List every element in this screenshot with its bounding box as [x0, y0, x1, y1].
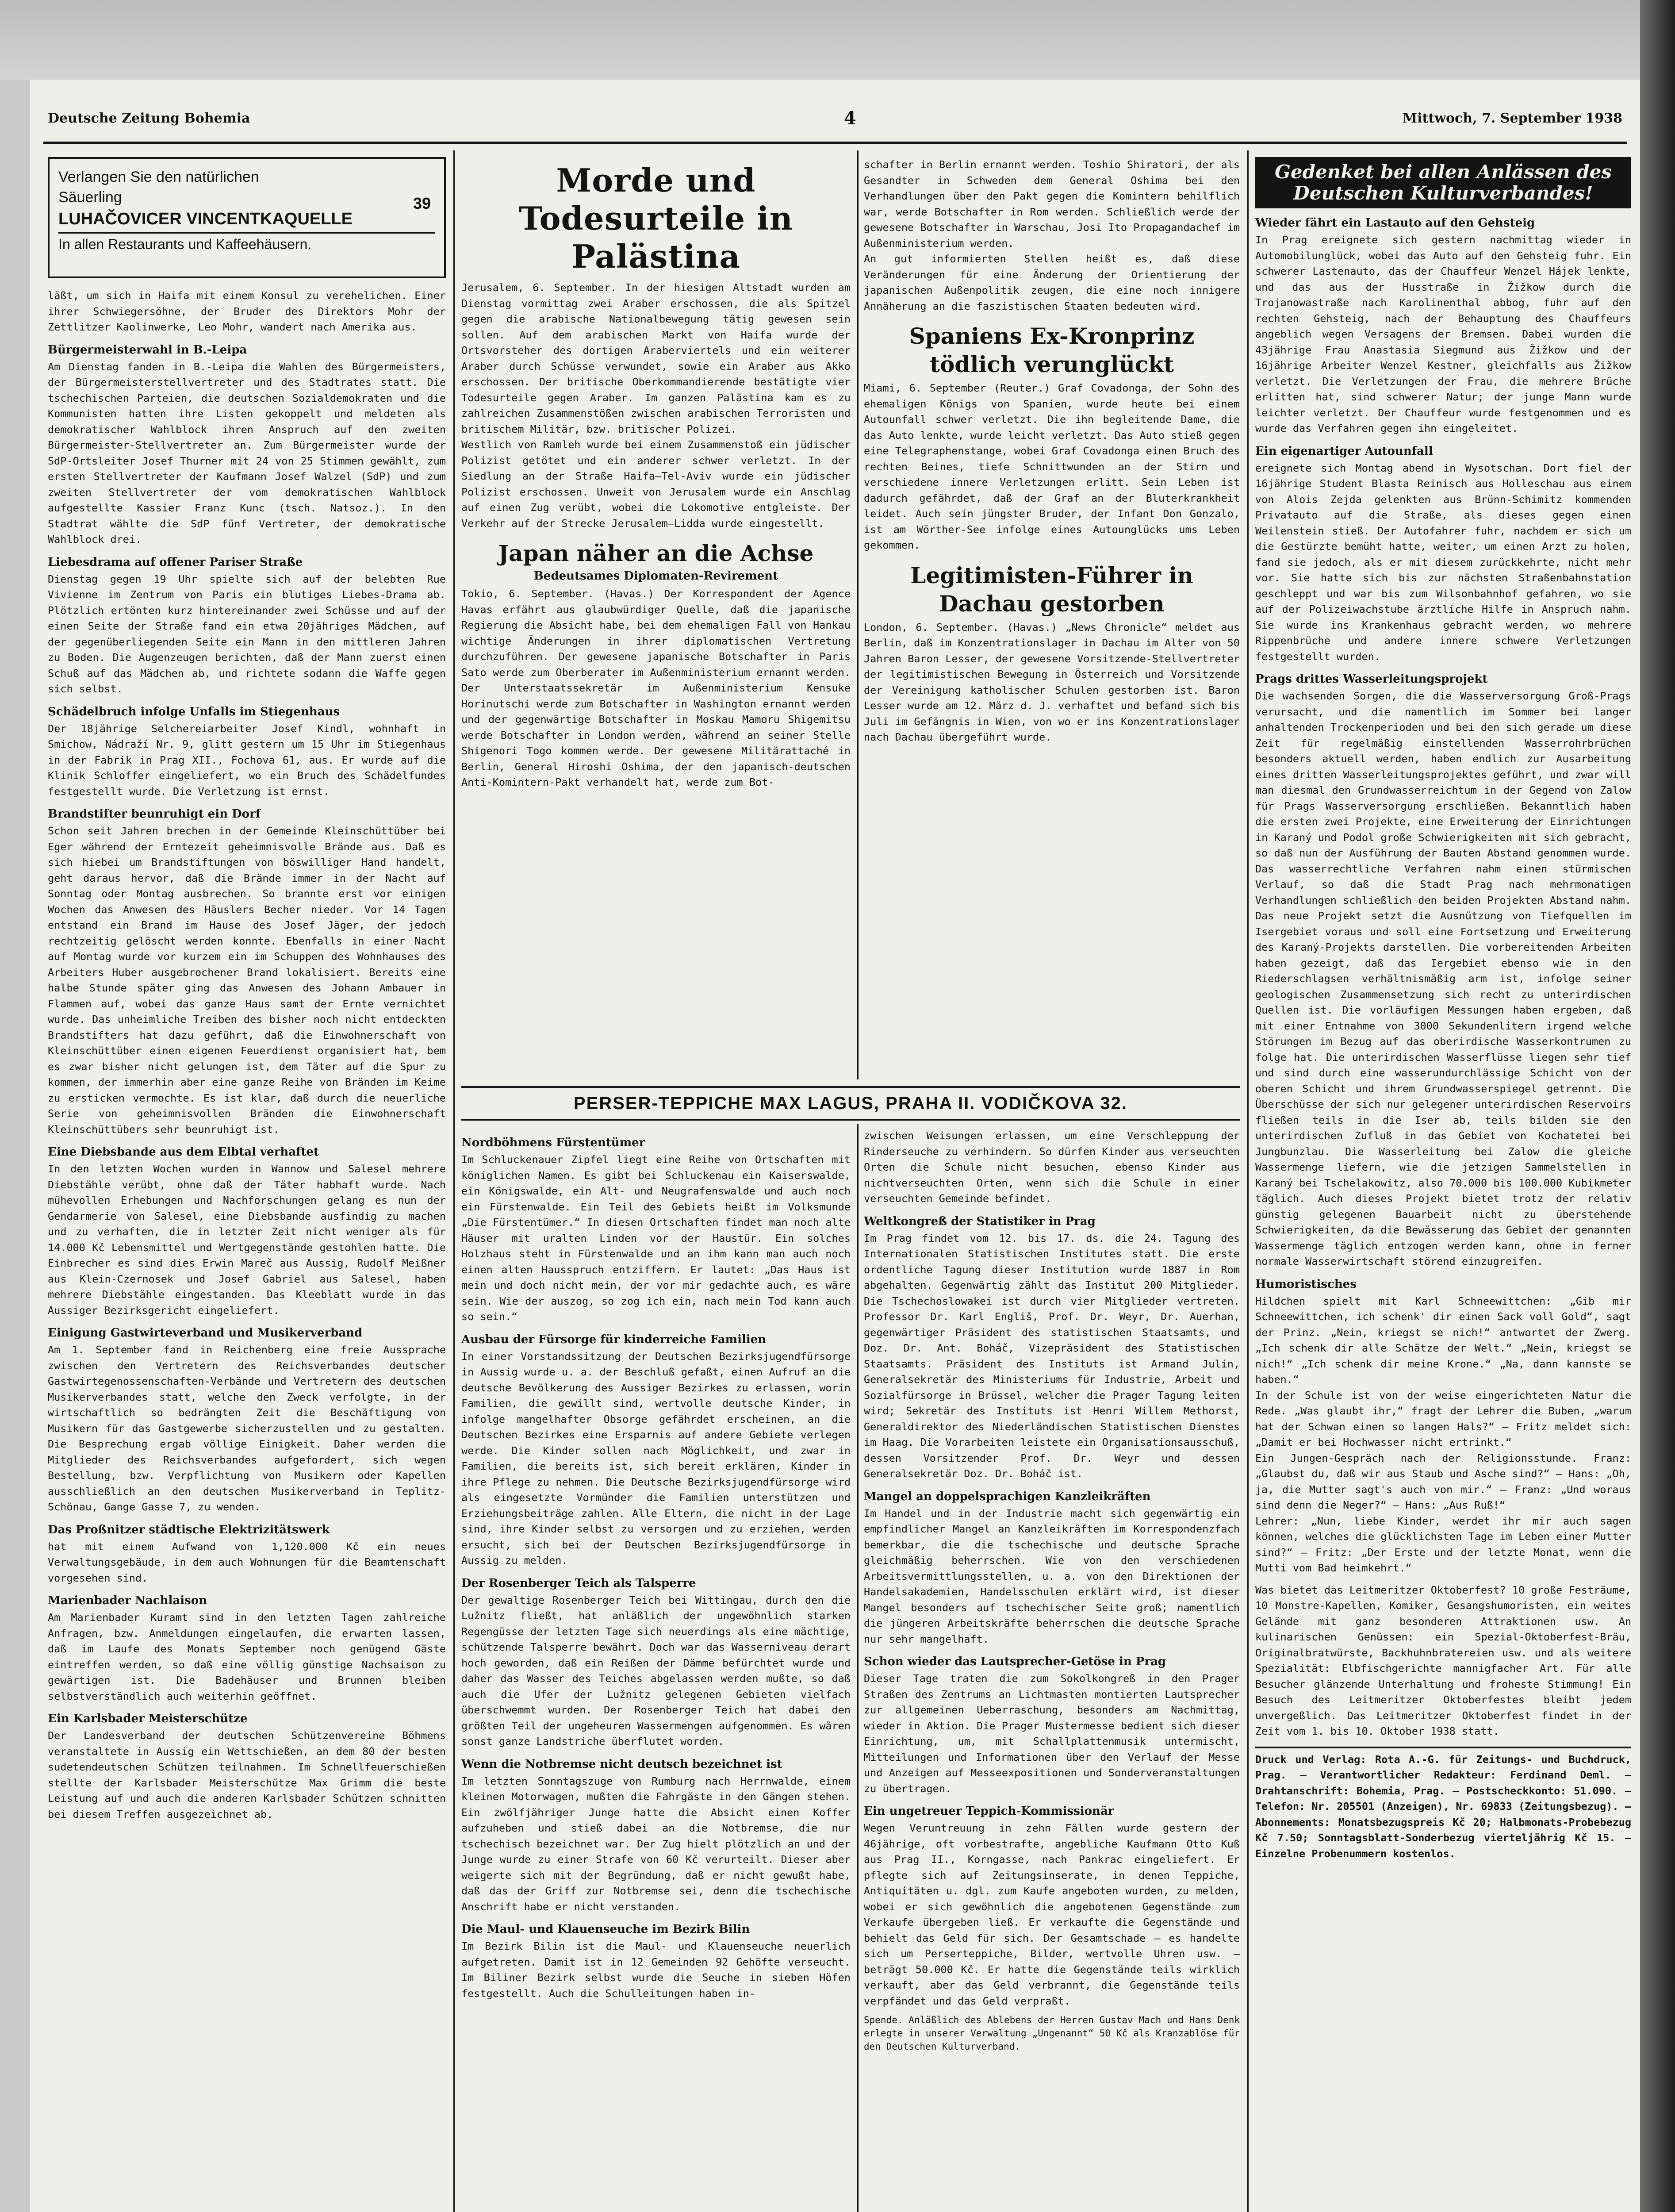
article-text: Die wachsenden Sorgen, die die Wasserversorgung Groß-Prags verursacht, und die namentlich im Sommer bei langer anhaltenden Trockenperioden und bei den sich gerade um diese Zeit für regelmäßig einstellenden Wasserrohrbrüchen besonders aktuell werden, haben endlich zur Ausarbeitung eines dritten Wasserleitungsprojektes geführt, und zwar will man diesmal den Grundwasserreichtum in der Gegend von Zalow für Prags Wasserversorgung erschließen. Bekanntlich haben die ersten zwei Projekte, eine Erweiterung der Einrichtungen in Karaný und Podol große Schwierigkeiten mit sich gebracht, so daß nun der Ausführung der Bauten Abstand genommen wurde. Das wasserrechtliche Verfahren nahm einen stürmischen Verlauf, so daß die Stadt Prag nach mehrmonatigen Verhandlungen schließlich den beiden Projekten Abstand nahm. Das neue Projekt setzt die Ausnützung von Tiefquellen im Isergebiet voraus und soll eine Fortsetzung und Erweiterung des Karaný-Projekts darstellen. Die vorbereitenden Arbeiten haben gezeigt, daß das Iergebiet ebenso wie in den Riederschlagsen verhältnismäßig arm ist, infolge seiner geologischen Zusammensetzung sich recht zu unterirdischen Quellen ist. Die vorläufigen Messungen haben ergeben, daß mit einer Entnahme von 3000 Sekundenlitern irgend welche Störungen im Bezug auf das oberirdische Wasserkontrumen zu folge hat. Die unterirdischen Wasserflüsse liegen sehr tief und sind durch eine wasserundurchlässige Schicht von der oberen Schicht und ihrem Grundwasserspiegel getrennt. Die Überschüsse der sich nur gelegener unterirdischen Reservoirs fließen teils in die Iser ab, teils bilden sie den unterirdischen Zufluß in das Gebiet von Kochatetei bei Jungbunzlau. Die Wasserleitung bei Zalow die gleiche Wassermenge liefern, wie die jetzigen Sammelstellen in Karaný bei Tschelakowitz, also 70.000 bis 100.000 Kubikmeter täglich. Auch dieses Projekt bietet trotz der relativ günstig gelegenen Bauarbeit nicht zu überstehende Schwierigkeiten, da die Bewässerung das Gebiet der genannten Wassermenge täglich entzogen werden kann, ohne in ferner normale Wasserwirtschaft störend einzugreifen. — [1255, 690, 1631, 1267]
article-text: ereignete sich Montag abend in Wysotschan. Dort fiel der 16jährige Student Blasta Reinisch aus Holleschau aus einem von Alois Zejda gelenkten aus Brünn-Schimitz kommenden Privatauto auf die Straße, als dieses gegen einen Weilenstein stieß. Der Autofahrer fuhr, nachdem er sich um die Gestürzte bemüht hatte, weiter, um einen Arzt zu holen, fand sie jedoch, als er mit diesem zurückkehrte, nicht mehr vor. Sie hatte sich bis zur nächsten Straßenbahnstation geschleppt und war bis zum Wilsonbahnhof gefahren, wo sie auf der Polizeiwachstube ärztliche Hilfe in Anspruch nahm. Sie wurde ins Krankenhaus gebracht werden, wo mehrere Rippenbrüche und andere innere schwere Verletzungen festgestellt wurden. — [1255, 461, 1631, 663]
article-heading: Der Rosenberger Teich als Talsperre — [461, 1576, 696, 1590]
article-text: In einer Vorstandssitzung der Deutschen Bezirksjugendfürsorge in Aussig wurde u. a. der Beschluß gefaßt, einen Aufruf an die deutsche Bevölkerung des Aussiger Bezirkes zu erlassen, worin Familien, die gewillt sind, wertvolle deutsche Kinder, in infolge mangelhafter Obsorge gefährdet erscheinen, an die Deutschen Bezirkes eine Ersparnis auf andere Gebiete verlegen werde. Die Kinder sollen nach Möglichkeit, und zwar in Familien, die bereits ist, sich bereit erklären, Kinder in ihre Pflege zu nehmen. Die Deutsche Bezirksjugendfürsorge wird als eingesetzte Vormünder die Familien unterstützen und Erziehungsbeiträge zahlen. Alle Eltern, die nicht in der Lage sind, ihre Kinder selbst zu versorgen und zu erziehen, werden ersucht, sich bei der Deutschen Bezirksjugendfürsorge in Aussig zu melden. — [461, 1350, 851, 1567]
article-heading: Bürgermeisterwahl in B.-Leipa — [48, 343, 247, 357]
article-text: Im Prag findet vom 12. bis 17. ds. die 24. Tagung des Internationalen Statistischen Institutes statt. Die erste ordentliche Tagung dieser Institution wurde 1887 in Rom abgehalten. Gegenwärtig zählt das Institut 200 Mitglieder. Die Tschechoslowakei ist durch vier Mitglieder vertreten. Professor Dr. Karl Engliš, Prof. Dr. Weyr, Dr. Auerhan, gegenwärtiger Präsident des statistischen Staatsamts, und Doz. Dr. Ant. Boháč, Vizepräsident des Statistischen Staatsamts. Präsident des Instituts ist Armand Julin, Generalsekretär des Ministeriums für Industrie, Arbeit und Sozialfürsorge in Brüssel, welcher die Prager Tagung leiten wird; Sekretär des Instituts ist Henri Willem Methorst, Generaldirektor des Niederländischen Statistischen Dienstes im Haag. Die Vorarbeiten leistete ein Organisationsausschuß, dessen Vorsitzender Prof. Dr. Weyr und dessen Generalsekretär Doz. Dr. Boháč ist. — [864, 1232, 1240, 1480]
article-heading: Eine Diebsbande aus dem Elbtal verhaftet — [48, 1145, 319, 1159]
article-heading: Humoristisches — [1255, 1277, 1357, 1291]
article-heading: Wieder fährt ein Lastauto auf den Gehsteig — [1255, 216, 1535, 230]
article-heading: Schädelbruch infolge Unfalls im Stiegenhaus — [48, 705, 340, 718]
article-text: hat mit einem Aufwand von 1,120.000 Kč ein neues Verwaltungsgebäude, in dem auch Wohnungen für die Beamtenschaft vorgesehen sind. — [48, 1540, 446, 1584]
headline-spain: Spaniens Ex-Kronprinz tödlich verunglückt — [909, 323, 1195, 377]
article-text: An gut informierten Stellen heißt es, daß diese Veränderungen für eine Änderung der Orientierung der japanischen Außenpolitik zeugen, die eine noch innigere Annäherung an die faszistischen Staaten bedeuten wird. — [864, 253, 1240, 312]
subheadline: Bedeutsames Diplomaten-Revirement — [533, 569, 778, 583]
ad-line: In allen Restaurants und Kaffeehäusern. — [58, 232, 435, 255]
article-text: Am Marienbader Kuramt sind in den letzten Tagen zahlreiche Anfragen, bzw. Anmeldungen eingelaufen, die erwarten lassen, daß im Laufe des Monats September noch genügend Gäste eintreffen werden, so daß eine völlig günstige Nachsaison zu gewärtigen ist. Die Badehäuser und Brunnen bleiben selbstverständlich auch weiterhin geöffnet. — [48, 1611, 446, 1702]
column-rule — [453, 150, 455, 2212]
ad-number: 39 — [413, 194, 431, 212]
article-text: Im Bezirk Bilin ist die Maul- und Klauenseuche neuerlich aufgetreten. Damit ist in 12 Gemeinden 92 Gehöfte verseucht. Im Biliner Bezirk selbst wurde die Seuche in sieben Höfen festgestellt. Auch die Schulleitungen haben in- — [461, 1940, 851, 2000]
issue-date: Mittwoch, 7. September 1938 — [1402, 111, 1622, 126]
headline-japan: Japan näher an die Achse — [498, 540, 814, 566]
article-heading: Das Proßnitzer städtische Elektrizitätswerk — [48, 1523, 330, 1536]
article-text: Am Dienstag fanden in B.-Leipa die Wahlen des Bürgermeisters, der Bürgermeisterstellvertreter und des Stadtrates statt. Die tschechischen Parteien, die deutschen Sozialdemokraten und die Kommunisten hatten ihre Listen gekoppelt und meldeten als demokratischer Wahlblock ihren Anspruch auf den zweiten Bürgermeister-Stellvertreter an. Zum Bürgermeister wurde der SdP-Ortsleiter Josef Thurner mit 24 von 25 Stimmen gewählt, zum ersten Stellvertreter der Kaufmann Josef Walzel (SdP) und zum zweiten Stellvertreter der vom demokratischen Wahlblock aufgestellte Kassier Franz Kunc (tsch. Natsoz.). In den Stadtrat wählte die SdP fünf Vertreter, der demokratische Wahlblock drei. — [48, 360, 446, 545]
article-heading: Ein ungetreuer Teppich-Kommissionär — [864, 1805, 1114, 1818]
article-text: Im letzten Sonntagszuge von Rumburg nach Herrnwalde, einem kleinen Motorwagen, mußten die Fahrgäste in den Gängen stehen. Ein zwölfjähriger Junge hatte die Absicht einen Koffer aufzuheben und stieß dabei an die Notbremse, die nur tschechisch bezeichnet war. Der Zug hielt plötzlich an und der Junge wurde zu einer Strafe von 60 Kč verurteilt. Dieser aber weigerte sich mit der Begründung, daß er nicht gewußt habe, daß das der Griff zur Notbremse sei, denn die tschechische Anschrift habe er nicht verstanden. — [461, 1774, 851, 1913]
column-2 — [461, 157, 851, 1082]
article-heading: Einigung Gastwirteverband und Musikerverband — [48, 1326, 363, 1340]
masthead-left: Deutsche Zeitung Bohemia — [48, 111, 250, 126]
article-text: Der Landesverband der deutschen Schützenvereine Böhmens veranstaltete in Aussig ein Wettschießen, an dem 80 der besten sudetendeutschen Schützen teilnahmen. Im Schnellfeuerschießen stellte der Karlsbader Meisterschütze Max Grimm die beste Leistung auf und auch die anderen Karlsbader Schützen schnitten bei diesem Treffen ausgezeichnet ab. — [48, 1729, 446, 1820]
headline-palestine: Morde und Todesurteile in Palästina — [519, 161, 793, 275]
newspaper-page — [30, 80, 1640, 2212]
header-rule — [43, 142, 1627, 144]
article-text: In der Schule ist von der weise eingerichteten Natur die Rede. „Was glaubt ihr,“ fragt der Lehrer die Buben, „warum hat der Schwan einen so langen Hals?“ — Fritz meldet sich: „Damit er bei Hochwasser nicht ertrinkt.“ — [1255, 1389, 1631, 1448]
article-text: Jerusalem, 6. September. In der hiesigen Altstadt wurden am Dienstag vormittag zwei Araber erschossen, die als Spitzel gegen die arabische Nationalbewegung tätig gewesen sein sollen. Auf dem arabischen Markt von Haifa wurde der Ortsvorsteher des dortigen Araberviertels und ein weiterer Araber durch Schüsse verwundet, sowie ein Araber aus Akko erschossen. Der britische Oberkommandierende bestätigte vier Todesurteile gegen Araber. Im ganzen Palästina kam es zu zahlreichen Zusammenstößen zwischen arabischen Terroristen und britischem Militär, bzw. britischer Polizei. — [461, 281, 851, 435]
scan-right-edge — [1640, 0, 1675, 2212]
scan-top-margin — [0, 0, 1675, 80]
article-text: Miami, 6. September (Reuter.) Graf Covadonga, der Sohn des ehemaligen Königs von Spanien, wurde heute bei einem Autounfall schwer verletzt. Die ihn begleitende Dame, die das Auto lenkte, wurde leicht verletzt. Das Auto stieß gegen eine Telegraphenstange, wobei Graf Covadonga einen Bruch des rechten Beines, tiefe Schnittwunden an der Stirn und verschiedene innere Verletzungen erlitt. Sein Leben ist dadurch gefährdet, daß der Graf an der Bluterkrankheit leidet. Auch sein jüngster Bruder, der Infant Don Gonzalo, ist am Wörther-See infolge eines Autounglücks ums Leben gekommen. — [864, 382, 1240, 551]
article-heading: Marienbader Nachlaison — [48, 1594, 207, 1607]
article-text: London, 6. September. (Havas.) „News Chronicle“ meldet aus Berlin, daß im Konzentrationslager in Dachau im Alter von 50 Jahren Baron Lesser, der gewesene Vorsitzende-Stellvertreter der legitimistischen Bewegung in Österreich und Vorsitzende der Vereinigung katholischer Schulen gestorben ist. Baron Lesser wurde am 12. März d. J. verhaftet und befand sich bis Juli im Gefängnis in Wien, von wo er ins Konzentrationslager nach Dachau übergeführt wurde. — [864, 621, 1240, 743]
article-text: Tokio, 6. September. (Havas.) Der Korrespondent der Agence Havas erfährt aus glaubwürdiger Quelle, daß die japanische Regierung die Absicht habe, bei dem ehemaligen Fall von Hankau wichtige Änderungen in ihrer diplomatischen Vertretung durchzuführen. Der gewesene japanische Botschafter in Paris Sato werde zum Oberberater im Außenministerium ernannt werden. Der Unterstaatssekretär im Außenministerium Kensuke Horinutschi werde zum Botschafter in Washington ernannt werden und der gegenwärtige Botschafter in Moskau Mamoru Shigemitsu werde Botschafter in London werden, während an seiner Stelle Shigenori Togo kommen werde. Der gewesene Militärattaché in Berlin, General Hiroshi Oshima, der den japanisch-deutschen Anti-Komintern-Pakt verhandelt hat, werde zum Bot- — [461, 588, 851, 788]
donation-note: Spende. Anläßlich des Ablebens der Herren Gustav Mach und Hans Denk erlegte in unserer Verwaltung „Ungenannt“ 50 Kč als Kranzablöse für den Deutschen Kulturverband. — [864, 2015, 1240, 2052]
ad-line: Verlangen Sie den natürlichen — [58, 169, 259, 185]
article-heading: Ein Karlsbader Meisterschütze — [48, 1712, 248, 1725]
column-1 — [48, 157, 446, 2212]
column-rule — [857, 1124, 859, 2212]
imprint: Druck und Verlag: Rota A.-G. für Zeitungs- und Buchdruck, Prag. — Verantwortlicher Redakteur: Ferdinand Deml. — Drahtanschrift: Bohemia, Prag. — Postscheckkonto: 51.090. — Telefon: Nr. 205501 (Anzeigen), Nr. 69833 (Zeitungsbezug). — Abonnements: Monatsbezugspreis Kč 20; Halbmonats-Probebezug Kč 7.50; Sonntagsblatt-Sonderbezug vierteljährig Kč 15. — Einzelne Probenummern kostenlos. — [1255, 1747, 1631, 1862]
article-heading: Die Maul- und Klauenseuche im Bezirk Bilin — [461, 1923, 750, 1936]
headline-dachau: Legitimisten-Führer in Dachau gestorben — [910, 562, 1193, 617]
article-text: zwischen Weisungen erlassen, um eine Verschleppung der Rinderseuche zu verhindern. So dürfen Kinder aus verseuchten Orten die Schule nicht besuchen, ebenso Kinder aus nichtverseuchten Orten, wenn sich die Schule in einer verseuchten Gemeinde befindet. — [864, 1129, 1240, 1205]
ad-brand: LUHAČOVICER VINCENTKAQUELLE — [58, 210, 353, 228]
article-text: Der gewaltige Rosenberger Teich bei Wittingau, durch den die Lužnitz fließt, hat anläßlich der ungewöhnlich starken Regengüsse der letzten Tage sich neuerdings als eine mächtige, schützende Talsperre bewährt. Doch war das Wasserniveau derart hoch geworden, daß ein Reißen der Dämme befürchtet wurde und daher das Wasser des Teiches abgelassen werden mußte, so daß auch die Ufer der Lužnitz gelegenen Gebieten vielfach überschwemmt wurden. Der Rosenberger Teich hat dabei den größten Teil der ungeheuren Wassermengen aufgenommen. Es wären sonst ganze Landstriche überflutet worden. — [461, 1594, 851, 1747]
article-text: In den letzten Wochen wurden in Wannow und Salesel mehrere Diebstähle verübt, ohne daß der Täter habhaft wurde. Nach mühevollen Erhebungen und Nachforschungen gelang es nun der Gendarmerie von Salesel, eine Diebsbande ausfindig zu machen und zu verhaften, die in letzter Zeit nicht weniger als für 14.000 Kč Lebensmittel und Wertgegenstände gestohlen hatte. Die Einbrecher es sind dies Erwin Mareč aus Aussig, Rudolf Meißner aus Klein-Czernosek und Josef Gabriel aus Salesel, haben mehrere Diebstähle eingestanden. Das Kleeblatt wurde in das Aussiger Bezirksgericht eingeliefert. — [48, 1163, 446, 1317]
article-text: Am 1. September fand in Reichenberg eine freie Aussprache zwischen den Vertretern des Reichsverbandes deutscher Gastwirtegenossenschaften-Verbände und Vertretern des deutschen Musikerverbandes statt, welche den Zweck verfolgte, in der wirtschaftlich so bedrängten Zeit die Beschäftigung von Musikern für das Gastgewerbe sicherzustellen und zu gestalten. Die Besprechung ergab völlige Einigkeit. Daher werden die Mitglieder des Reichsverbandes aufgefordert, sich wegen Bestellung, bzw. Verpflichtung von Musikern oder Kapellen ausschließlich an den deutschen Musikerverband in Teplitz-Schönau, Gange Gasse 7, zu wenden. — [48, 1344, 446, 1513]
article-text: Westlich von Ramleh wurde bei einem Zusammenstoß ein jüdischer Polizist getötet und ein anderer schwer verletzt. In der Siedlung an der Straße Haifa—Tel-Aviv wurde ein jüdischer Polizist erschossen. Unweit von Jerusalem wurde ein Anschlag auf einen Zug verübt, wobei die Lokomotive entgleiste. Der Verkehr auf der Strecke Jerusalem—Lidda wurde eingestellt. — [461, 438, 851, 530]
column-rule — [1247, 150, 1249, 2212]
article-text: Im Schluckenauer Zipfel liegt eine Reihe von Ortschaften mit königlichen Namen. Es gibt bei Schluckenau ein Kaiserswalde, ein Königswalde, ein Alt- und Neugrafenswalde und auch noch ein Fürstenwalde. Ein Teil des Gebiets heißt im Volksmunde „Die Fürstentümer.“ In diesen Ortschaften findet man noch alte Häuser mit uralten Linden vor der Haustür. Ein solches Holzhaus steht in Fürstenwalde und an ihm kann man auch noch einen alten Hausspruch entziffern. Er lautet: „Das Haus ist mein und doch nicht mein, der vor mir gedachte auch, es wäre sein. Wie der auszog, so zog ich ein, nach mein Tod kann auch so sein.“ — [461, 1153, 851, 1323]
article-heading: Liebesdrama auf offener Pariser Straße — [48, 555, 303, 569]
article-heading: Ein eigenartiger Autounfall — [1255, 444, 1433, 458]
oktoberfest-notice: Was bietet das Leitmeritzer Oktoberfest? 10 große Festräume, 10 Monstre-Kapellen, Komiker, Gesangshumoristen, ein weites Gelände mit ganz besonderen Attraktionen usw. An kulinarischen Genüssen: ein Spezial-Oktoberfest-Bräu, Originalbratwürste, Backhuhnbratereien usw. und als weitere Spezialität: Elbfischgerichte mannigfacher Art. Für alle Besucher glänzende Unterhaltung und froheste Stimmung! Ein Besuch des Leitmeritzer Oktoberfestes bleibt jedem unvergeßlich. Das Leitmeritzer Oktoberfest findet in der Zeit vom 1. bis 10. Oktober 1938 statt. — [1255, 1583, 1631, 1737]
article-heading: Prags drittes Wasserleitungsprojekt — [1255, 672, 1488, 686]
article-text: Dienstag gegen 19 Uhr spielte sich auf der belebten Rue Vivienne im Zentrum von Paris ein blutiges Liebes-Drama ab. Plötzlich ertönten kurz hintereinander zwei Schüsse und auf der einen Seite der Straße fand ein etwa 20jähriges Mädchen, auf der gegenüberliegenden Seite ein Mann in den mittleren Jahren zu Boden. Die Augenzeugen berichten, daß der Mann zuerst einen Schuß auf das Mädchen ab, und richtete sodann die Waffe gegen sich selbst. — [48, 572, 446, 695]
article-text: Ein Jungen-Gespräch nach der Religionsstunde. Franz: „Glaubst du, daß wir aus Staub und Asche sind?“ — Hans: „Oh, ja, die Mutter sagt's auch von mir.“ — Franz: „Und woraus sind denn die Neger?“ — Hans: „Aus Ruß!“ — [1255, 1452, 1631, 1511]
article-heading: Ausbau der Fürsorge für kinderreiche Familien — [461, 1333, 767, 1346]
article-heading: Weltkongreß der Statistiker in Prag — [864, 1214, 1096, 1228]
article-text: läßt, um sich in Haifa mit einem Konsul zu verehelichen. Einer ihrer Schwiegersöhne, der Bruder des Direktors Mohr der Zettlitzer Kaolinwerke, Leo Mohr, wandert nach Amerika aus. — [48, 289, 446, 333]
lower-column-2 — [461, 1128, 851, 2212]
article-text: Hildchen spielt mit Karl Schneewittchen: „Gib mir Schneewittchen, ich schenk' dir einen Sack voll Gold“, sagt der Prinz. „Nein, kriegst se nich!“ antwortet der Zwerg. „Ich schenk dir alle Schätze der Welt.“ „Nein, kriegst se nich!“ „Ich schenk dir meine Krone.“ „Na, dann kannste se haben.“ — [1255, 1294, 1631, 1386]
page-header — [48, 108, 1622, 137]
article-heading: Wenn die Notbremse nicht deutsch bezeichnet ist — [461, 1757, 782, 1771]
lower-column-3 — [864, 1128, 1240, 2212]
column-rule — [857, 150, 859, 1079]
ad-line: Säuerling — [58, 189, 122, 206]
column-3 — [864, 157, 1240, 1082]
mineral-water-ad — [48, 157, 446, 278]
article-heading: Schon wieder das Lautsprecher-Getöse in Prag — [864, 1655, 1166, 1668]
article-text: Wegen Veruntreuung in zehn Fällen wurde gestern der 46jährige, oft vorbestrafte, angebliche Kaufmann Otto Kuß aus Prag II., Korngasse, nach Pankrac eingeliefert. Er pflegte sich auf Zeitungsinserate, in denen Teppiche, Antiquitäten u. dgl. zum Kaufe angeboten wurden, zu melden, wobei er sich gewöhnlich die angebotenen Gegenstände zum Verkaufe übergeben ließ. Er verkaufte die Gegenstände und behielt das Geld für sich. Der Gesamtschade — es handelte sich um Perserteppiche, Bilder, wertvolle Uhren usw. — beträgt 50.000 Kč. Er hatte die Gegenstände teils wirklich verkauft, aber das Geld verbrannt, die Gegenstände teils verpfändet und das Geld verpraßt. — [864, 1822, 1240, 2007]
cultural-association-banner: Gedenket bei allen Anlässen des Deutschen Kulturverbandes! — [1255, 157, 1631, 208]
article-heading: Nordböhmens Fürstentümer — [461, 1136, 645, 1149]
article-text: In Prag ereignete sich gestern nachmittag wieder in Automobilunglück, wobei das Auto auf den Gehsteig fuhr. Ein schwerer Lastenauto, das der Chauffeur Wenzel Hájek lenkte, und das aus der Husstraße in Žižkow durch die Trojanowastraße nach Karolinenthal abbog, fuhr auf den rechten Gehsteig, nach der Behauptung des Chauffeurs angeblich wegen Versagens der Bremsen. Dabei wurden die 43jährige Frau Anastasia Siegmund aus Žižkow und der 16jährige Arbeiter Wenzel Kestner, gleichfalls aus Žižkow verletzt. Die Verletzungen der Frau, die mehrere Brüche erlitten hat, sind schwerer Natur; der junge Mann wurde leichter verletzt. Der Chauffeur wurde festgenommen und es wurde das Verfahren gegen ihn eingeleitet. — [1255, 234, 1631, 434]
article-heading: Mangel an doppelsprachigen Kanzleikräften — [864, 1490, 1151, 1503]
article-text: Lehrer: „Nun, liebe Kinder, werdet ihr mir auch sagen können, welches die glücklichsten Tage im Leben einer Mutter sind?“ — Fritz: „Der Erste und der letzte Monat, wenn die Mutti vom Bad heimkehrt.“ — [1255, 1514, 1631, 1574]
carpet-ad-banner: PERSER-TEPPICHE MAX LAGUS, PRAHA II. VODIČKOVA 32. — [461, 1086, 1240, 1121]
article-text: Dieser Tage traten die zum Sokolkongreß in den Prager Straßen des Zentrums an Lichtmasten montierten Lautsprecher zur allgemeinen Ueberraschung, besonders am Nachmittag, wieder in Aktion. Die Prager Mustermesse bedient sich dieser Einrichtung, um, mit Schallplattenmusik untermischt, Mitteilungen und Informationen über den Verlauf der Messe und Anzeigen auf Messeexpositionen und Sonderveranstaltungen zu übertragen. — [864, 1672, 1240, 1795]
article-heading: Brandstifter beunruhigt ein Dorf — [48, 807, 261, 821]
article-text: Schon seit Jahren brechen in der Gemeinde Kleinschüttüber bei Eger während der Erntezeit geheimnisvolle Brände aus. Daß es sich hiebei um Brandstiftungen von böswilliger Hand handelt, geht daraus hervor, daß die Brände immer in der Nacht auf Sonntag oder Montag ausbrechen. So brannte erst vor einigen Wochen das Anwesen des Häuslers Becher nieder. Vor 14 Tagen entstand ein Brand im Hause des Josef Jäger, der jedoch rechtzeitig gelöscht werden konnte. Ebenfalls in einer Nacht auf Montag wurde vor kurzem ein im Schuppen des Wohnhauses des Arbeiters Huber ausgebrochener Brand lokalisiert. Bereits eine halbe Stunde später ging das Anwesen des Johann Ambauer in Flammen auf, wobei das ganze Haus samt der Ernte vernichtet wurde. Das unheimliche Treiben des bisher noch nicht entdeckten Brandstifters hat dazu geführt, daß die Einwohnerschaft von Kleinschüttüber einen eigenen Feuerdienst organisiert hat, bem es zwar bisher nicht gelungen ist, dem Täter auf die Spur zu kommen, der immerhin aber eine ganze Reihe von Bränden im Keime zu ersticken vermochte. Es ist klar, daß durch die neuerliche Serie von geheimnisvollen Bränden die Einwohnerschaft Kleinschüttübers sehr beunruhigt ist. — [48, 825, 446, 1136]
article-text: Im Handel und in der Industrie macht sich gegenwärtig ein empfindlicher Mangel an Kanzleikräften im Korrespondenzfach bemerkbar, die die tschechische und deutsche Sprache gleichmäßig beherrschen. Wie von den verschiedenen Arbeitsvermittlungsstellen, u. a. von den Direktionen der Handelsakademien, Handelsschulen erklärt wird, ist dieser Mangel besonders auf tschechischer Seite groß; namentlich die jüngeren Arbeitskräfte beherrschen die deutsche Sprache nur sehr mangelhaft. — [864, 1507, 1240, 1645]
page-number: 4 — [844, 108, 856, 129]
article-text: Der 18jährige Selchereiarbeiter Josef Kindl, wohnhaft in Smichow, Nádraží Nr. 9, glitt gestern um 15 Uhr im Stiegenhaus in der Fabrik in Prag XII., Fochova 61, aus. Er wurde auf die Klinik Schloffer eingeliefert, wo ein Bruch des Schädelfundes festgestellt wurde. Die Verletzung ist ernst. — [48, 722, 446, 798]
column-4 — [1255, 157, 1631, 2212]
article-text: schafter in Berlin ernannt werden. Toshio Shiratori, der als Gesandter in Schweden dem General Oshima bei den Verhandlungen über den Pakt gegen die Komintern behilflich war, werde Botschafter in Rom werden. Schließlich werde der gewesene Botschafter in Warschau, Josi Ito Propagandachef im Außenministerium werden. — [864, 158, 1240, 250]
